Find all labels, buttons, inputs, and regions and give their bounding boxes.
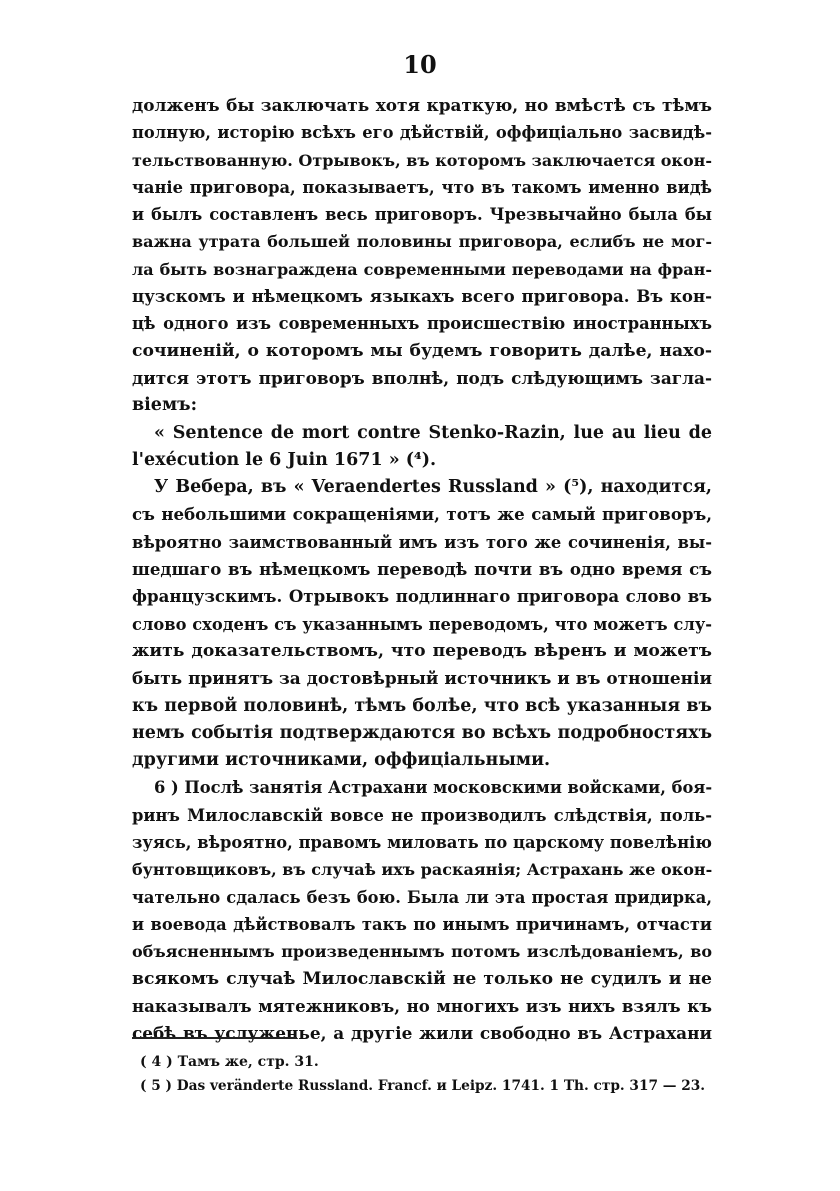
text-line: наказывалъ мятежниковъ, но многихъ изъ нихъ взялъ къ: [132, 995, 712, 1016]
text-line: французскимъ. Отрывокъ подлиннаго приговора слово въ: [132, 586, 712, 607]
body-text: [132, 92, 712, 1047]
text-line: дится этотъ приговоръ вполнѣ, подъ слѣдующимъ загла-: [132, 367, 712, 388]
footnote: ( 5 ) Das veränderte Russland. Francf. и Leipz. 1741. 1 Th. стр. 317 — 23.: [140, 1078, 706, 1094]
text-line: шедшаго въ нѣмецкомъ переводѣ почти въ одно время съ: [132, 559, 712, 580]
text-line: всякомъ случаѣ Милославскій не только не судилъ и не: [132, 968, 712, 989]
text-line: бунтовщиковъ, въ случаѣ ихъ раскаянія; Астрахань же окон-: [132, 860, 712, 880]
text-line: важна утрата большей половины приговора, еслибъ не мог-: [132, 232, 712, 252]
text-line: жить доказательствомъ, что переводъ вѣренъ и можетъ: [132, 640, 712, 661]
text-line: чательно сдалась безъ бою. Была ли эта простая придирка,: [132, 887, 712, 907]
text-line: долженъ бы заключать хотя краткую, но вмѣстѣ съ тѣмъ: [132, 95, 712, 115]
text-line: къ первой половинѣ, тѣмъ болѣе, что всѣ указанныя въ: [132, 695, 712, 716]
footnote-divider: [132, 1037, 297, 1039]
text-line: другими источниками, оффиціальными.: [132, 750, 551, 771]
text-line: ла быть вознаграждена современными переводами на фран-: [132, 259, 712, 279]
text-line: 6 ) Послѣ занятія Астрахани московскими войсками, боя-: [154, 778, 712, 798]
page-number: 10: [403, 50, 437, 79]
text-line: себѣ въ услуженье, а другіе жили свободно въ Астрахани: [132, 1023, 712, 1044]
text-line: чаніе приговора, показываетъ, что въ такомъ именно видѣ: [132, 177, 712, 197]
text-line: полную, исторію всѣхъ его дѣйствій, оффиціально засвидѣ-: [132, 123, 712, 143]
text-line: быть принятъ за достовѣрный источникъ и въ отношеніи: [132, 668, 712, 689]
text-line: сочиненій, о которомъ мы будемъ говорить далѣе, нахо-: [132, 340, 712, 361]
text-line: съ небольшими сокращеніями, тотъ же самый приговоръ,: [132, 504, 712, 525]
text-line: и былъ составленъ весь приговоръ. Чрезвычайно была бы: [132, 205, 712, 225]
text-line: цузскомъ и нѣмецкомъ языкахъ всего приговора. Въ кон-: [132, 286, 712, 307]
text-line: віемъ:: [132, 395, 198, 416]
text-line: l'exécution le 6 Juin 1671 » (⁴).: [132, 449, 437, 470]
text-line: « Sentence de mort contre Stenko-Razin, lue au lieu de: [154, 422, 712, 443]
text-line: слово сходенъ съ указаннымъ переводомъ, что можетъ слу-: [132, 614, 712, 634]
text-line: вѣроятно заимствованный имъ изъ того же сочиненія, вы-: [132, 532, 712, 552]
text-line: цѣ одного изъ современныхъ происшествію иностранныхъ: [132, 314, 712, 334]
text-line: У Вебера, въ « Veraendertes Russland » (⁵), находится,: [154, 477, 712, 498]
text-line: и воевода дѣйствовалъ такъ по инымъ причинамъ, отчасти: [132, 914, 712, 934]
text-line: зуясь, вѣроятно, правомъ миловать по царскому повелѣнію: [132, 833, 712, 853]
text-line: объясненнымъ произведеннымъ потомъ изслѣдованіемъ, во: [132, 942, 712, 962]
text-line: немъ событія подтверждаются во всѣхъ подробностяхъ: [132, 722, 712, 743]
footnote: ( 4 ) Тамъ же, стр. 31.: [140, 1054, 319, 1070]
text-line: ринъ Милославскій вовсе не производилъ слѣдствія, поль-: [132, 805, 712, 825]
text-line: тельствованную. Отрывокъ, въ которомъ заключается окон-: [132, 150, 712, 170]
footnotes: [140, 1050, 712, 1098]
